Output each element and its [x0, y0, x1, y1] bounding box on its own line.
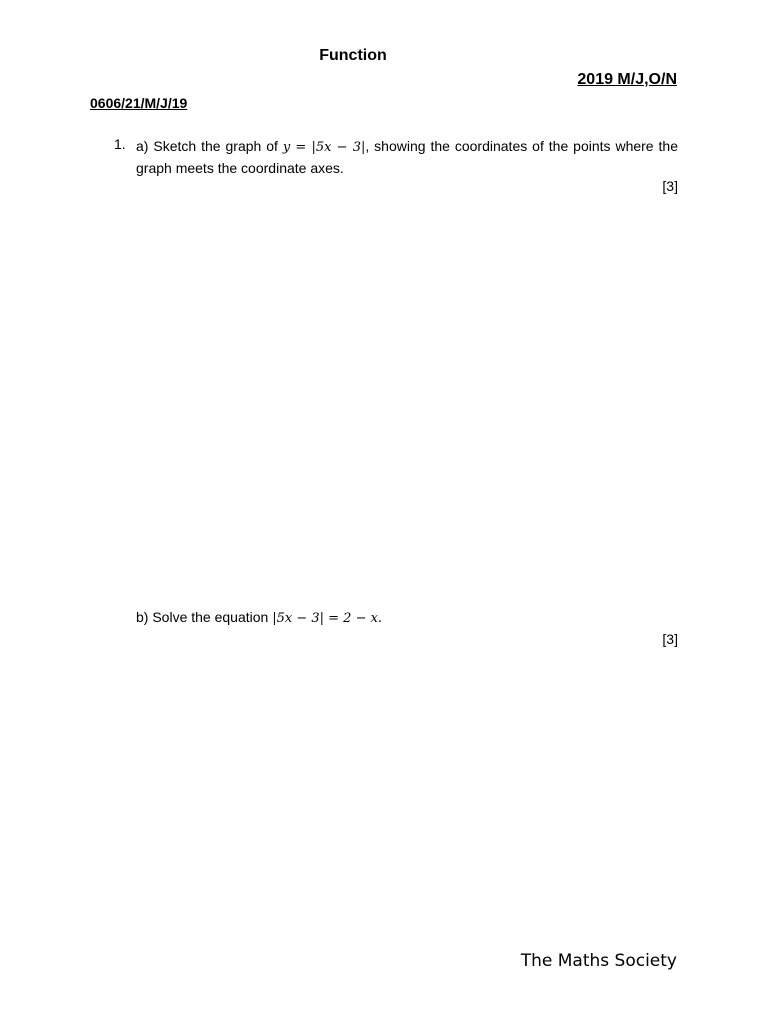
session-label: 2019 M/J,O/N	[577, 71, 677, 88]
question-1a-marks: [3]	[662, 178, 678, 194]
question-1a-lead: a) Sketch the graph of	[136, 138, 283, 154]
question-1b-marks: [3]	[662, 631, 678, 647]
question-number: 1.	[114, 136, 126, 152]
question-1b-lead: b) Solve the equation	[136, 609, 273, 625]
footer-brand: The Maths Society	[520, 951, 677, 971]
question-1a-math-var: y	[282, 140, 291, 155]
question-1a-tail: , showing the coordinates of the points where the graph meets the coordinate axes.	[136, 138, 678, 176]
question-1a-text	[136, 136, 678, 179]
question-1a-math-expr: = |5x − 3|	[290, 140, 366, 155]
paper-code: 0606/21/M/J/19	[90, 95, 188, 111]
question-1b-math: |5x − 3| = 2 − x.	[272, 611, 383, 626]
question-1b-text	[136, 609, 382, 626]
page-title: Function	[319, 47, 387, 64]
